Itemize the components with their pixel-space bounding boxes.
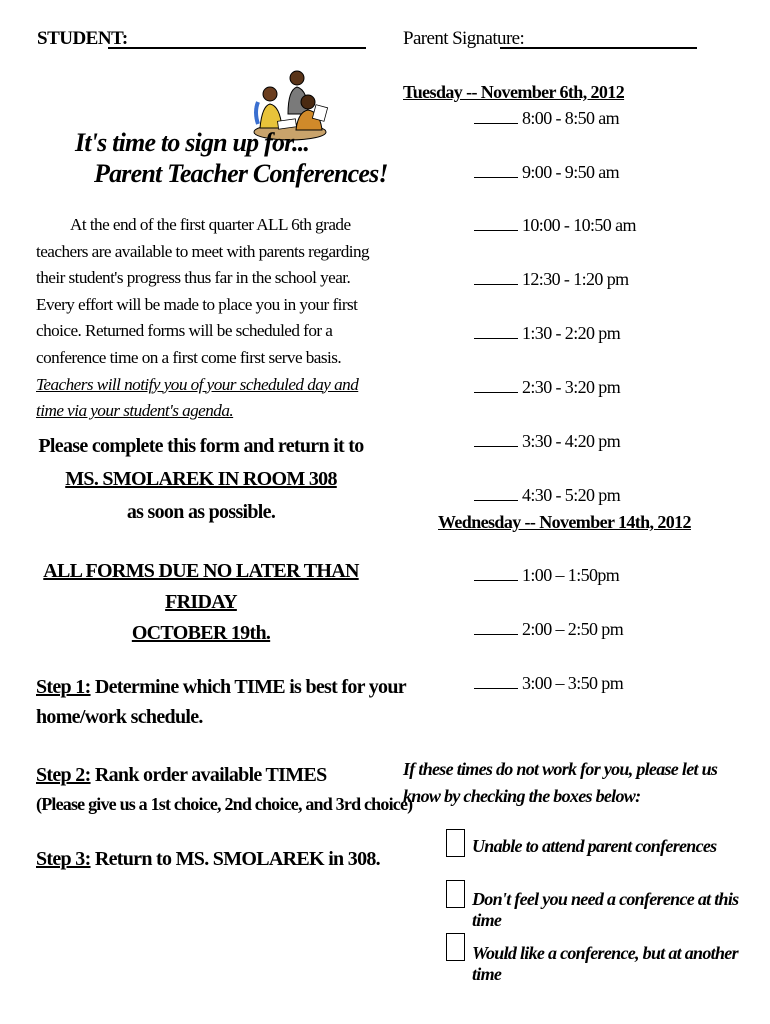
intro-paragraph	[36, 212, 371, 425]
time-slot[interactable]	[474, 431, 620, 452]
slot-label: 3:00 – 3:50 pm	[522, 673, 624, 693]
step-1-text: Determine which TIME is best for your	[90, 676, 406, 698]
step-2	[36, 760, 327, 790]
title-line-2: Parent Teacher Conferences!	[94, 159, 388, 188]
return-line-3: as soon as possible.	[126, 501, 276, 523]
time-slot[interactable]	[474, 162, 619, 183]
time-slot[interactable]	[474, 215, 636, 236]
title-line-1: It's time to sign up for...	[75, 128, 310, 157]
time-slot[interactable]	[474, 108, 619, 129]
rank-blank[interactable]	[474, 378, 518, 393]
parent-signature-field[interactable]	[500, 47, 697, 49]
checkbox-another-time[interactable]	[446, 933, 465, 961]
step-2-label: Step 2:	[36, 764, 91, 786]
time-slot[interactable]	[474, 323, 620, 344]
slot-label: 8:00 - 8:50 am	[522, 108, 620, 128]
slot-label: 12:30 - 1:20 pm	[522, 269, 629, 289]
checkbox-unable-to-attend[interactable]	[446, 829, 465, 857]
slot-label: 2:30 - 3:20 pm	[522, 377, 621, 397]
deadline-notice	[36, 556, 366, 649]
rank-blank[interactable]	[474, 216, 518, 231]
return-line-2: MS. SMOLAREK IN ROOM 308	[65, 468, 337, 490]
step-1-text-2: home/work schedule.	[36, 706, 203, 728]
rank-blank[interactable]	[474, 270, 518, 285]
time-slot[interactable]	[474, 619, 623, 640]
step-1	[36, 672, 406, 732]
slot-label: 1:00 – 1:50pm	[522, 565, 620, 585]
slot-label: 10:00 - 10:50 am	[522, 215, 636, 235]
slot-label: 2:00 – 2:50 pm	[522, 619, 624, 639]
step-2-text: Rank order available TIMES	[90, 764, 327, 786]
student-label: STUDENT:	[37, 28, 128, 49]
alternatives-note: If these times do not work for you, please let us know by checking the boxes below:	[403, 759, 718, 806]
option-label: Unable to attend parent conferences	[472, 836, 717, 856]
return-line-1: Please complete this form and return it to	[38, 435, 364, 457]
time-slot[interactable]	[474, 565, 619, 586]
time-slot[interactable]	[474, 673, 623, 694]
option-label: Would like a conference, but at another time	[472, 943, 738, 984]
step-1-label: Step 1:	[36, 676, 91, 698]
rank-blank[interactable]	[474, 674, 518, 689]
rank-blank[interactable]	[474, 432, 518, 447]
intro-emphasis: Teachers will notify you of your scheduled day and time via your student's agenda.	[36, 374, 359, 421]
rank-blank[interactable]	[474, 620, 518, 635]
return-instructions	[36, 430, 366, 529]
parent-signature-label: Parent Signature:	[403, 28, 525, 49]
time-slot[interactable]	[474, 485, 620, 506]
student-name-field[interactable]	[108, 47, 366, 49]
intro-body: At the end of the first quarter ALL 6th grade teachers are available to meet with parents regarding their student's progress thus far in the school year. Every effort will be made to place you in your first choice. Returned forms will be scheduled for a conference time on a first come first serve basis.	[36, 215, 370, 367]
rank-blank[interactable]	[474, 324, 518, 339]
slot-label: 9:00 - 9:50 am	[522, 162, 620, 182]
tuesday-heading: Tuesday -- November 6th, 2012	[403, 82, 625, 102]
rank-blank[interactable]	[474, 486, 518, 501]
checkbox-no-conference-needed[interactable]	[446, 880, 465, 908]
step-3-label: Step 3:	[36, 848, 91, 870]
wednesday-heading: Wednesday -- November 14th, 2012	[438, 512, 691, 532]
rank-blank[interactable]	[474, 163, 518, 178]
deadline-line-2: OCTOBER 19th.	[131, 622, 271, 644]
step-2-subtext: (Please give us a 1st choice, 2nd choice, and 3rd choice)	[36, 794, 413, 814]
deadline-line-1: ALL FORMS DUE NO LATER THAN FRIDAY	[43, 560, 359, 613]
option-label: Don't feel you need a conference at this time	[472, 889, 739, 930]
step-3	[36, 844, 380, 874]
time-slot[interactable]	[474, 377, 620, 398]
slot-label: 1:30 - 2:20 pm	[522, 323, 621, 343]
rank-blank[interactable]	[474, 566, 518, 581]
rank-blank[interactable]	[474, 109, 518, 124]
slot-label: 4:30 - 5:20 pm	[522, 485, 621, 505]
step-3-text: Return to MS. SMOLAREK in 308.	[90, 848, 380, 870]
slot-label: 3:30 - 4:20 pm	[522, 431, 621, 451]
time-slot[interactable]	[474, 269, 629, 290]
